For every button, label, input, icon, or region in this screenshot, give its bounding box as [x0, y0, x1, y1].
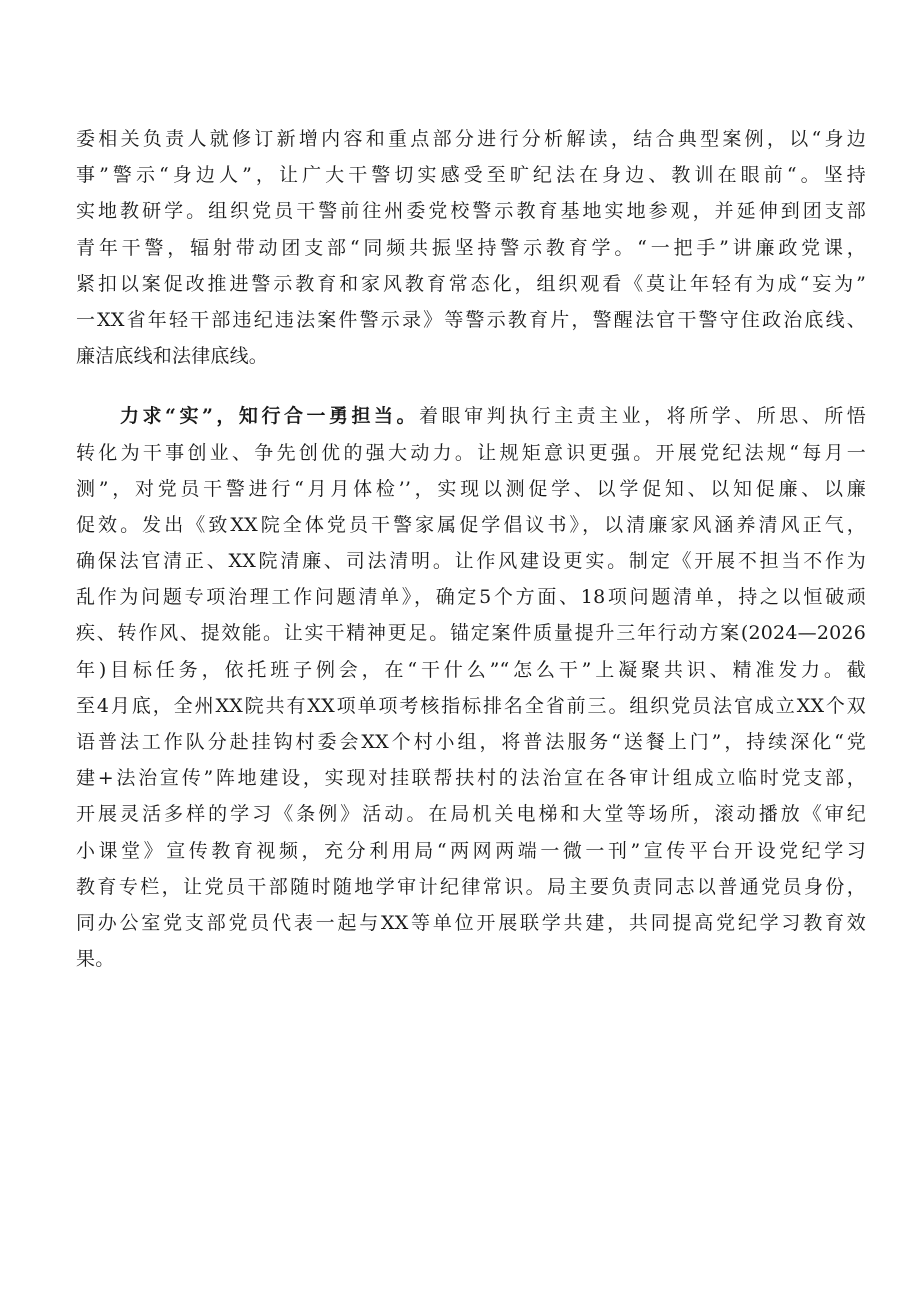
text-line: 青年干警，辐射带动团支部“同频共振坚持警示教育学。“一把手”讲廉政党课，	[76, 236, 866, 259]
text-line: 语普法工作队分赴挂钩村委会XX个村小组，将普法服务“送餐上门”，持续深化“党	[76, 731, 866, 753]
text-line: 事”警示“身边人”，让广大干警切实感受至旷纪法在身边、教训在眼前“。坚持	[76, 164, 866, 187]
text-line: 疾、转作风、提效能。让实干精神更足。锚定案件质量提升三年行动方案(2024—2026	[76, 622, 866, 645]
text-line: 一XX省年轻干部违纪违法案件警示录》等警示教育片，警醒法官干警守住政治底线、	[76, 308, 866, 331]
text-line: 果。	[76, 948, 115, 971]
text-line: 廉洁底线和法律底线。	[76, 345, 269, 368]
text-line: 确保法官清正、XX院清廉、司法清明。让作风建设更实。制定《开展不担当不作为	[76, 550, 866, 573]
paragraph-first-line	[76, 398, 866, 434]
text-line: 至4月底，全州XX院共有XX项单项考核指标排名全省前三。组织党员法官成立XX个双	[76, 694, 866, 717]
paragraph-spacer	[76, 374, 866, 398]
text-line: 转化为干事创业、争先创优的强大动力。让规矩意识更强。开展党纪法规“每月一	[76, 441, 866, 464]
first-line-text: 着眼审判执行主责主业，将所学、所思、所悟	[419, 405, 866, 428]
text-line: 教育专栏，让党员干部随时随地学审计纪律常识。局主要负责同志以普通党员身份，	[76, 875, 866, 898]
text-line: 促效。发出《致XX院全体党员干警家属促学倡议书》，以清廉家风涵养清风正气，	[76, 513, 866, 536]
text-line: 委相关负责人就修订新增内容和重点部分进行分析解读，结合典型案例，以“身边	[76, 128, 866, 150]
paragraph-2	[76, 398, 866, 977]
text-line: 实地教研学。组织党员干警前往州委党校警示教育基地实地参观，并延伸到团支部	[76, 200, 866, 223]
text-line: 建+法治宣传”阵地建设，实现对挂联帮扶村的法治宣在各审计组成立临时党支部，	[76, 767, 866, 790]
text-line: 小课堂》宣传教育视频，充分利用局“两网两端一微一刊”宣传平台开设党纪学习	[76, 839, 866, 862]
paragraph-lead-heading: 力求“实”，知行合一勇担当。	[120, 405, 420, 428]
text-line: 年)目标任务，依托班子例会，在“干什么”“怎么干”上凝聚共识、精准发力。截	[76, 658, 866, 681]
text-line: 乱作为问题专项治理工作问题清单》，确定5个方面、18项问题清单，持之以恒破顽	[76, 586, 866, 609]
paragraph-1	[76, 121, 866, 374]
document-body	[76, 121, 866, 977]
text-line: 测”，对党员干警进行“月月体检’’，实现以测促学、以学促知、以知促廉、以廉	[76, 477, 866, 500]
text-line: 同办公室党支部党员代表一起与XX等单位开展联学共建，共同提高党纪学习教育效	[76, 911, 866, 934]
text-line: 紧扣以案促改推进警示教育和家风教育常态化，组织观看《莫让年轻有为成“妄为”	[76, 272, 866, 295]
text-line: 开展灵活多样的学习《条例》活动。在局机关电梯和大堂等场所，滚动播放《审纪	[76, 803, 866, 826]
